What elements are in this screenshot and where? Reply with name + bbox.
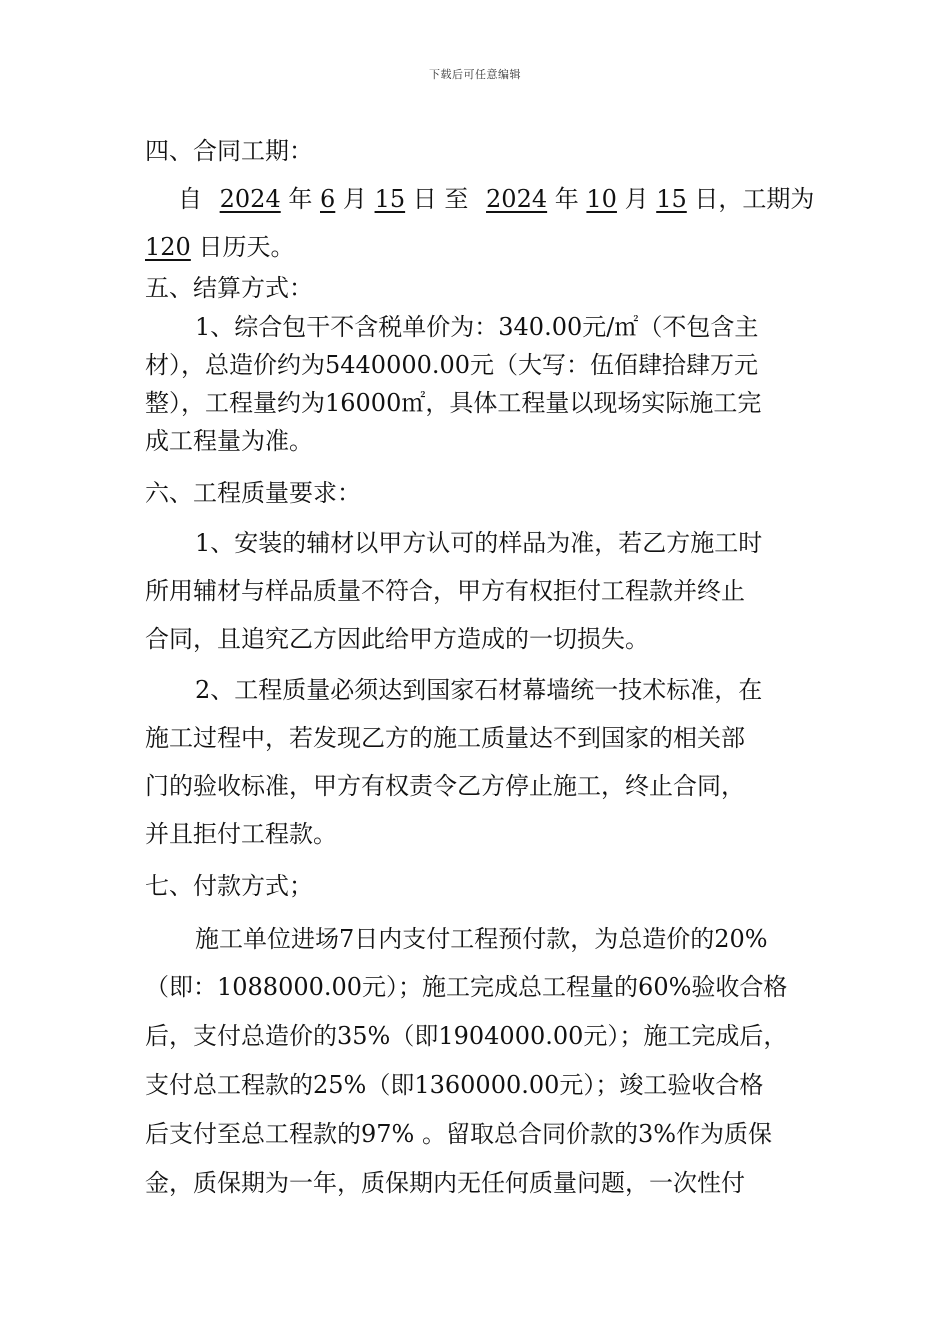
page-header-note: 下载后可任意编辑 <box>429 68 521 81</box>
payment-line: 后支付至总工程款的97% 。留取总合同价款的3%作为质保 <box>145 1120 773 1148</box>
start-day: 15 <box>374 185 406 213</box>
start-month: 6 <box>320 185 336 213</box>
duration-days: 120 <box>145 233 191 261</box>
end-day: 15 <box>656 185 687 213</box>
quality-item-1-line: 所用辅材与样品质量不符合，甲方有权拒付工程款并终止 <box>145 577 745 605</box>
section-5-heading: 五、结算方式： <box>145 274 313 302</box>
quality-item-2-line: 2、工程质量必须达到国家石材幕墙统一技术标准，在 <box>195 676 763 704</box>
settlement-line: 1、综合包干不含税单价为：340.00元/㎡（不包含主 <box>195 313 759 341</box>
payment-line: 施工单位进场7日内支付工程预付款，为总造价的20% <box>195 925 768 953</box>
section-4-heading: 四、合同工期： <box>145 137 313 165</box>
payment-line: 支付总工程款的25%（即1360000.00元）；竣工验收合格 <box>145 1071 764 1099</box>
settlement-line: 材），总造价约为5440000.00元（大写：伍佰肆拾肆万元 <box>145 351 759 379</box>
end-year: 2024 <box>486 185 548 213</box>
duration-suffix: 日历天。 <box>198 233 295 261</box>
year-char: 年 <box>288 185 313 213</box>
end-month: 10 <box>586 185 617 213</box>
start-year: 2024 <box>219 185 281 213</box>
quality-item-2-line: 施工过程中，若发现乙方的施工质量达不到国家的相关部 <box>145 724 745 752</box>
payment-line: （即：1088000.00元）；施工完成总工程量的60%验收合格 <box>145 973 788 1001</box>
month-char: 月 <box>342 185 367 213</box>
quality-item-2-line: 门的验收标准，甲方有权责令乙方停止施工，终止合同， <box>145 772 745 800</box>
settlement-line: 成工程量为准。 <box>145 427 313 455</box>
quality-item-1-line: 1、安装的辅材以甲方认可的样品为准，若乙方施工时 <box>195 529 763 557</box>
contract-period-line <box>178 184 838 214</box>
payment-line: 后，支付总造价的35%（即1904000.00元）；施工完成后， <box>145 1022 788 1050</box>
end-month-char: 月 <box>624 185 649 213</box>
end-year-char: 年 <box>554 185 579 213</box>
to-char: 至 <box>444 185 469 213</box>
quality-item-2-line: 并且拒付工程款。 <box>145 820 337 848</box>
section-6-heading: 六、工程质量要求： <box>145 479 361 507</box>
section-7-heading: 七、付款方式； <box>145 872 313 900</box>
period-suffix: 日，工期为 <box>694 185 815 213</box>
duration-line <box>145 232 825 262</box>
settlement-line: 整），工程量约为16000㎡，具体工程量以现场实际施工完 <box>145 389 762 417</box>
quality-item-1-line: 合同，且追究乙方因此给甲方造成的一切损失。 <box>145 625 649 653</box>
payment-line: 金，质保期为一年，质保期内无任何质量问题，一次性付 <box>145 1169 745 1197</box>
day-char: 日 <box>412 185 437 213</box>
period-prefix: 自 <box>178 185 202 213</box>
